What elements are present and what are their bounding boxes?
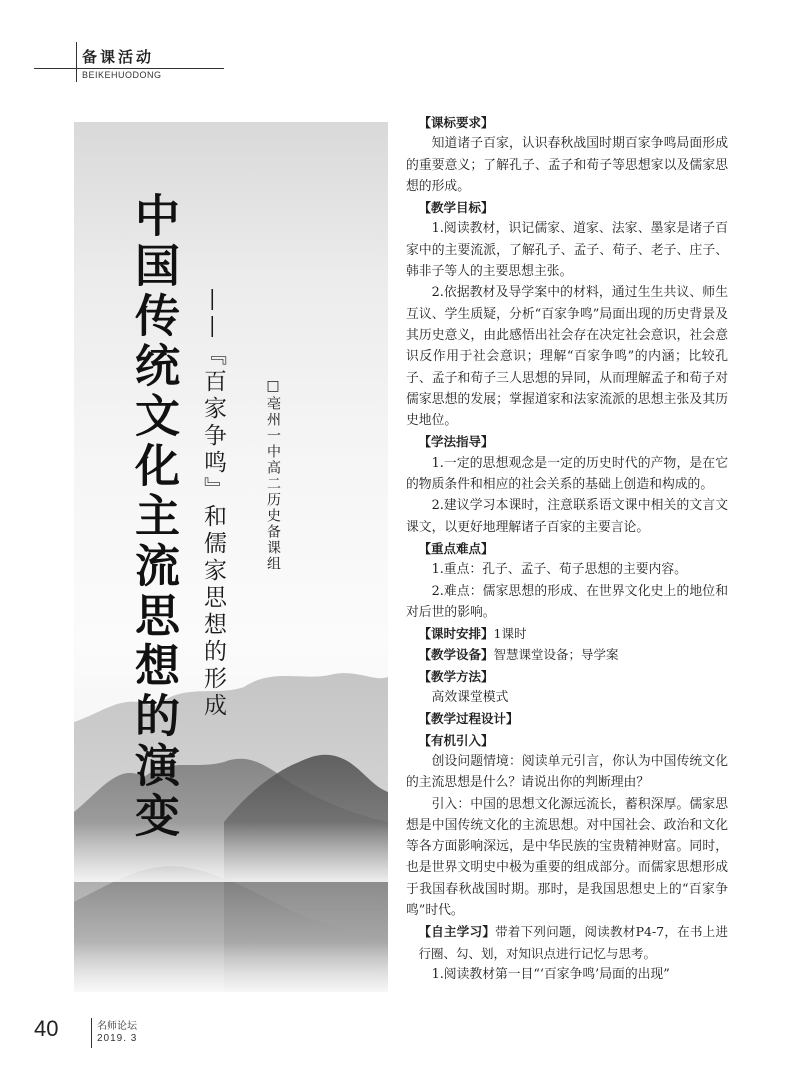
heading-class-schedule xyxy=(406,623,728,644)
paragraph: 2.难点：儒家思想的形成、在世界文化史上的地位和对后世的影响。 xyxy=(406,583,728,620)
header-rule xyxy=(34,68,224,69)
paragraph: 2.建议学习本课时，注意联系语文课中相关的文言文课文，以更好地理解诸子百家的主要言论。 xyxy=(406,498,728,535)
heading-teaching-equipment xyxy=(406,644,728,665)
ink-mountain-illustration xyxy=(74,122,388,992)
article-author: □亳州一中高二历史备课组 xyxy=(265,378,281,572)
paragraph: 引入：中国的思想文化源远流长，蓄积深厚。儒家思想是中国传统文化的主流思想。对中国社会、政治和文化等各方面影响深远，是中华民族的宝贵精神财富。同时，也是世界文明史中极为重要的组成部分。而儒家思想形成于我国春秋战国时期。那时，是我国思想史上的“百家争鸣”时代。 xyxy=(406,796,728,918)
paragraph: 1.阅读教材第一目“‘百家争鸣’局面的出现” xyxy=(431,966,670,982)
paragraph: 1.一定的思想观念是一定的历史时代的产物，是在它的物质条件和相应的社会关系的基础上创造和构成的。 xyxy=(406,455,728,493)
heading-label: 【自主学习】 xyxy=(418,924,496,940)
page-number: 40 xyxy=(34,1016,59,1041)
article-subtitle: ——『百家争鸣』和儒家思想的形成 xyxy=(200,288,226,720)
section-title: 备课活动 xyxy=(82,48,155,66)
heading-teaching-objectives: 【教学目标】 xyxy=(418,200,494,216)
footer-divider xyxy=(91,1018,92,1048)
paragraph: 1.阅读教材，识记儒家、道家、法家、墨家是诸子百家中的主要流派，了解孔子、孟子、荀子、老子、庄子、韩非子等人的主要思想主张。 xyxy=(406,221,728,280)
heading-teaching-methods: 【教学方法】 xyxy=(418,668,494,684)
heading-teaching-process: 【教学过程设计】 xyxy=(418,711,519,727)
magazine-name: 名师论坛 xyxy=(97,1021,137,1032)
heading-label: 【教学设备】 xyxy=(418,647,494,663)
heading-inline-text: 带着下列问题，阅读教材P4-7，在书上进行圈、勾、划，对知识点进行记忆与思考。 xyxy=(418,924,728,961)
paragraph: 1.重点：孔子、孟子、荀子思想的主要内容。 xyxy=(431,562,687,578)
issue-date: 2019. 3 xyxy=(97,1033,138,1044)
section-pinyin: BEIKEHUODONG xyxy=(82,70,162,80)
heading-inline-text: 1课时 xyxy=(493,626,527,642)
heading-introduction: 【有机引入】 xyxy=(418,732,494,748)
heading-label: 【课时安排】 xyxy=(418,626,494,642)
paragraph: 2.依据教材及导学案中的材料，通过生生共议、师生互议、学生质疑，分析“百家争鸣”局面出现的历史背景及其历史意义，由此感悟出社会存在决定社会意识，社会意识反作用于社会意识；理解“百家争鸣”的内涵；比较孔子、孟子和荀子三人思想的异同，从而理解孟子和荀子对儒家思想的发展；掌握道家和法家流派的思想主张及其历史地位。 xyxy=(406,285,728,429)
heading-inline-text: 智慧课堂设备；导学案 xyxy=(493,647,619,663)
heading-key-difficulties: 【重点难点】 xyxy=(418,540,494,556)
heading-curriculum-requirements: 【课标要求】 xyxy=(418,115,494,130)
mountain-landscape-icon xyxy=(74,122,388,992)
header-divider-vertical xyxy=(76,42,77,82)
paragraph: 高效课堂模式 xyxy=(431,690,509,706)
heading-self-study xyxy=(406,921,728,964)
heading-study-guidance: 【学法指导】 xyxy=(418,434,494,450)
paragraph: 创设问题情境：阅读单元引言，你认为中国传统文化的主流思想是什么？请说出你的判断理由？ xyxy=(406,753,728,791)
article-title: 中国传统文化主流思想的演变 xyxy=(127,192,180,842)
article-body xyxy=(406,112,728,985)
paragraph: 知道诸子百家，认识春秋战国时期百家争鸣局面形成的重要意义；了解孔子、孟子和荀子等思想家以及儒家思想的形成。 xyxy=(406,136,728,194)
